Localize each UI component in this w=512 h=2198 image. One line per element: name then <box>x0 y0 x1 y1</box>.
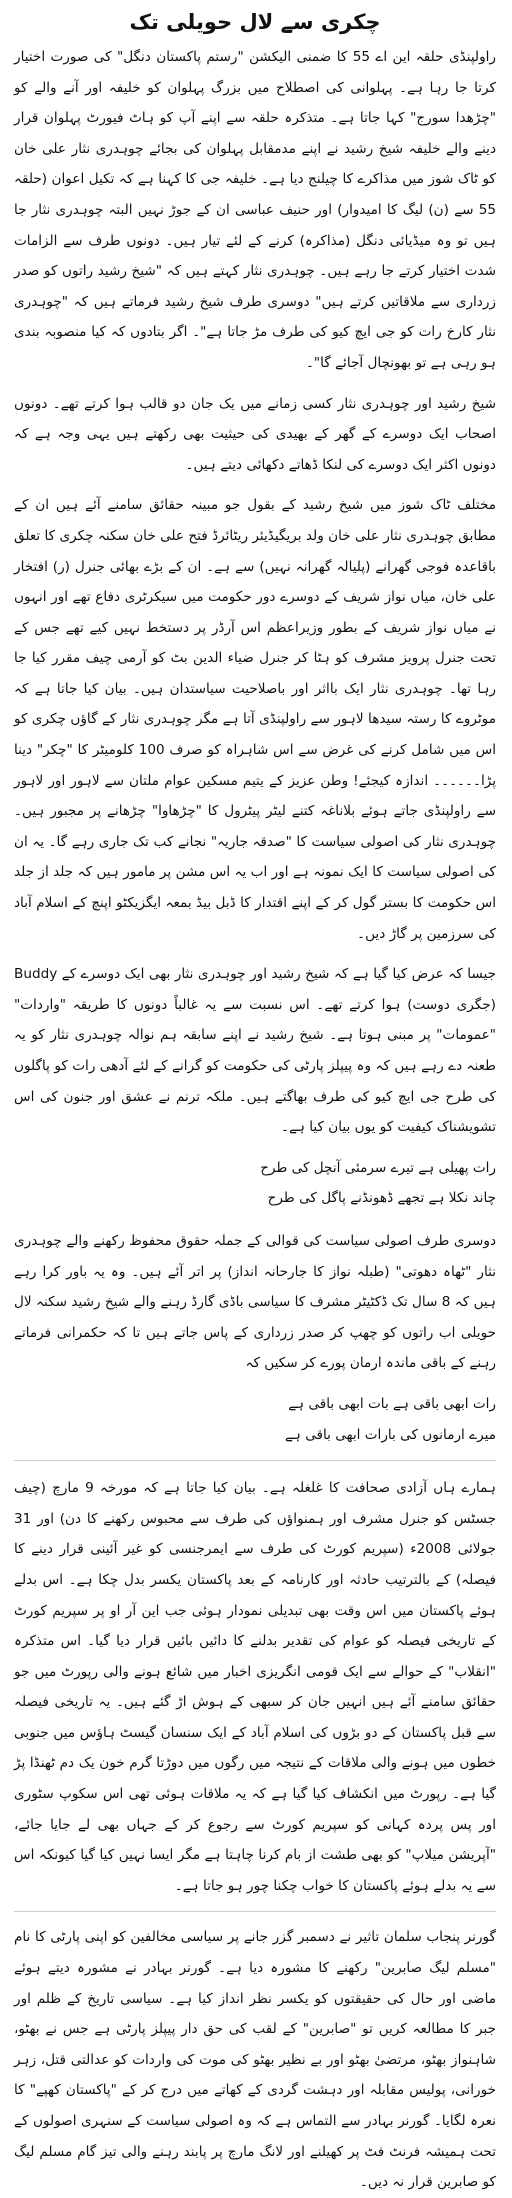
paragraph-5: دوسری طرف اصولی سیاست کی قوالی کے جملہ حقوق محفوظ رکھنے والے چوہدری نثار "ٹھاہ دھوتی" (طبلہ نواز کا جارحانہ انداز) پر اتر آئے ہیں۔ وہ یہ باور کرا رہے ہیں کہ 8 سال تک ڈکٹیٹر مشرف کا سیاسی باڈی گارڈ رہنے والے شیخ رشید سکنہ لال حویلی اب راتوں کو چھپ کر صدر زرداری کے پاس جاتے ہیں تا کہ حکمرانی فرماتے رہنے کے باقی ماندہ ارمان پورے کر سکیں کہ <box>14 1232 496 1372</box>
paragraph-governor: گورنر پنجاب سلمان تاثیر نے دسمبر گزر جانے پر سیاسی مخالفین کو اپنی پارٹی کا نام "مسلم لیگ صابرین" رکھنے کا مشورہ دیا ہے۔ گورنر بہادر نے مشورہ دیتے ہوئے ماضی اور حال کی حقیقتوں کو یکسر نظر انداز کیا ہے۔ سیاسی تاریخ کے ظلم اور جبر کا مطالعہ کریں تو "صابرین" کے لقب کی حق دار پیپلز پارٹی ہے جس نے بھٹو، شاہنواز بھٹو، مرتضیٰ بھٹو اور بے نظیر بھٹو کی موت کی واردات کو عدالتی قتل، زہر خورانی، پولیس مقابلہ اور دہشت گردی کے کھاتے میں درج کر کے "پاکستان کھپے" کا نعرہ لگایا۔ گورنر بہادر سے التماس ہے کہ وہ اصولی سیاست کے سنہری اصولوں کے تحت ہمیشہ فرنٹ فٹ پر کھیلنے اور لانگ مارچ پر پابند رہنے والی تیز گام مسلم لیگ کو صابرین قرار نہ دیں۔ <box>14 1929 496 2191</box>
paragraph-2: شیخ رشید اور چوہدری نثار کسی زمانے میں یک جان دو قالب ہوا کرتے تھے۔ دونوں اصحاب ایک دوسرے کے گھر کے بھیدی کی حیثیت بھی رکھتے ہیں یہی وجہ ہے کہ دونوں اکثر ایک دوسرے کی لنکا ڈھاتے دکھائی دیتے ہیں۔ <box>14 395 496 473</box>
paragraph-1: راولپنڈی حلقہ این اے 55 کا ضمنی الیکشن "رستم پاکستان دنگل" کی صورت اختیار کرتا جا رہا ہے۔ پہلوانی کی اصطلاح میں بزرگ پہلوان کو خلیفہ اور آنے والے کو "چڑھدا سورج" کہا جاتا ہے۔ متذکرہ حلقہ سے اپنے آپ کو ہاٹ فیورٹ پہلوان قرار دینے والے خلیفہ شیخ رشید نے اپنے مدمقابل پہلوان کی بجائے چوہدری نثار علی خان کو ٹاک شوز میں مذاکرے کا چیلنج دیا ہے۔ خلیفہ جی کا کہنا ہے کہ تکیل اعوان (حلقہ 55 سے (ن) لیگ کا امیدوار) اور حنیف عباسی ان کے جوڑ نہیں البتہ چوہدری نثار جا ہیں تو وہ میڈیائی دنگل (مذاکرہ) کرنے کے لئے تیار ہیں۔ دونوں طرف سے الزامات شدت اختیار کرتے جا رہے ہیں۔ چوہدری نثار کہتے ہیں کہ "شیخ رشید راتوں کو صدر زرداری سے ملاقاتیں کرتے ہیں" دوسری طرف شیخ رشید فرماتے ہیں کہ "چوہدری نثار کارخ رات کو جی ایچ کیو کی طرف مڑ جاتا ہے"۔ اگر بتادوں کہ کیا منصوبہ بندی ہو رہی ہے تو بھونچال آجائے گا"۔ <box>14 49 496 371</box>
section-press-freedom <box>14 1473 496 1901</box>
section-na55-election <box>14 42 496 1450</box>
verse-1-line-1: رات پھیلی ہے تیرے سرمئی آنچل کی طرح <box>260 1159 496 1176</box>
paragraph-press-freedom: ہمارے ہاں آزادی صحافت کا غلغلہ ہے۔ بیان کیا جاتا ہے کہ مورخہ 9 مارچ (چیف جسٹس کو جنرل مشرف اور ہمنواؤں کی طرف سے محبوس رکھنے کا دن) اور 31 جولائی 2008ء (سپریم کورٹ کی طرف سے ایمرجنسی کو غیر آئینی قرار دینے کا فیصلہ) کے بالترتیب حادثہ اور کارنامہ کے بعد پاکستان یکسر بدل چکا ہے۔ اس بدلے ہوئے پاکستان میں اس وقت بھی تبدیلی نمودار ہوئی جب این آر او پر سپریم کورٹ کے تاریخی فیصلہ کو عوام کی تقدیر بدلنے کا دائیں بائیں قرار دیا گیا۔ اس متذکرہ "انقلاب" کے حوالے سے ایک قومی انگریزی اخبار میں شائع ہونے والی رپورٹ میں جو حقائق سامنے آئے ہیں انہیں جان کر سبھی کے ہوش اڑ گئے ہیں۔ یہ تاریخی فیصلہ سے قبل پاکستان کے دو بڑوں کی اسلام آباد کے ایک سنسان گیسٹ ہاؤس میں جنوبی خطوں میں ہونے والی ملاقات کے نتیجہ میں رگوں میں دوڑتا گرم خون یک دم ٹھنڈا پڑ گیا ہے۔ رپورٹ میں انکشاف کیا گیا ہے کہ یہ ملاقات ہوئی تھی اس سکوپ سٹوری اور پس پردہ کہانی کو سپریم کورٹ سے رجوع کر کے جہاں بھی لے جایا جائے، "آپریشن میلاپ" کو بھی طشت از بام کرنا چاہتا ہے مگر ایسا نہیں کیا گیا کیونکہ اس سے یہ بدلے ہوئے پاکستان کا خواب چکنا چور ہو جاتا ہے۔ <box>14 1480 496 1894</box>
paragraph-3: مختلف ٹاک شوز میں شیخ رشید کے بقول جو مبینہ حقائق سامنے آئے ہیں ان کے مطابق چوہدری نثار علی خان ولد بریگیڈیئر ریٹائرڈ فتح علی خان سکنہ چکری کا تعلق باقاعدہ فوجی گھرانے (پلیالہ گھرانہ نہیں) سے ہے۔ ان کے بڑے بھائی جنرل (ر) افتخار علی خان، میاں نواز شریف کے دوسرے دور حکومت میں سیکرٹری دفاع تھے اور انہوں نے میاں نواز شریف کے بطور وزیراعظم اس آرڈر پر دستخط نہیں کیے تھے جس کے تحت جنرل پرویز مشرف کو ہٹا کر جنرل ضیاء الدین بٹ کو آرمی چیف مقرر کیا جا رہا تھا۔ چوہدری نثار ایک بااثر اور باصلاحیت سیاستدان ہیں۔ بیان کیا جاتا ہے کہ موٹروے کا رستہ سیدھا لاہور سے راولپنڈی آتا ہے مگر چوہدری نثار کے گاؤں چکری کو اس میں شامل کرنے کی غرض سے اس شاہراہ کو صرف 100 کلومیٹر کا "چکر" دینا پڑا۔۔۔۔۔۔ اندازہ کیجئے! وطن عزیز کے یتیم مسکین عوام ملتان سے لاہور اور لاہور سے راولپنڈی جاتے ہوئے بلاناغہ کتنے لیٹر پیٹرول کا "چڑھاوا" چڑھانے پر مجبور ہیں۔ چوہدری نثار کی اصولی سیاست کا "صدقہ جاریہ" نجانے کب تک جاری رہے گا۔ یہ ان کی اصولی سیاست کا ایک نمونہ ہے اور اب یہ اس مشن پر مامور ہیں کہ جلد از جلد اس حکومت کا بستر گول کر کے اپنے اقتدار کا ڈبل بیڈ بمعہ ایگزیکٹو اپنچ کے اسلام آباد کی سرزمین پر گاڑ دیں۔ <box>14 497 497 942</box>
section-divider <box>14 1460 496 1461</box>
section-divider-2 <box>14 1911 496 1912</box>
verse-1-line-2: چاند نکلا ہے تجھے ڈھونڈنے پاگل کی طرح <box>267 1190 496 1207</box>
verse-2-line-1: رات ابھی باقی ہے بات ابھی باقی ہے <box>288 1395 496 1412</box>
headline: چکری سے لال حویلی تک <box>129 10 381 34</box>
verse-2-line-2: میرے ارمانوں کی بارات ابھی باقی ہے <box>284 1426 496 1443</box>
section-governor <box>14 1922 496 2197</box>
paragraph-4: جیسا کہ عرض کیا گیا ہے کہ شیخ رشید اور چوہدری نثار بھی ایک دوسرے کے Buddy (جگری دوست) ہوا کرتے تھے۔ اس نسبت سے یہ غالباً دونوں کا طریقہ "واردات" "عمومات" پر مبنی ہوتا ہے۔ شیخ رشید نے اپنے سابقہ ہم نوالہ چوہدری نثار کو یہ طعنہ دے رہے ہیں کہ وہ پیپلز پارٹی کی حکومت کو گرانے کے لئے آدھی رات کو پاگلوں کی طرح جی ایچ کیو کی طرف بھاگتے ہیں۔ ملکہ ترنم نے عشق اور جنون کی اس تشویشناک کیفیت کو یوں بیان کیا ہے۔ <box>14 966 496 1136</box>
article-body <box>14 42 496 2198</box>
